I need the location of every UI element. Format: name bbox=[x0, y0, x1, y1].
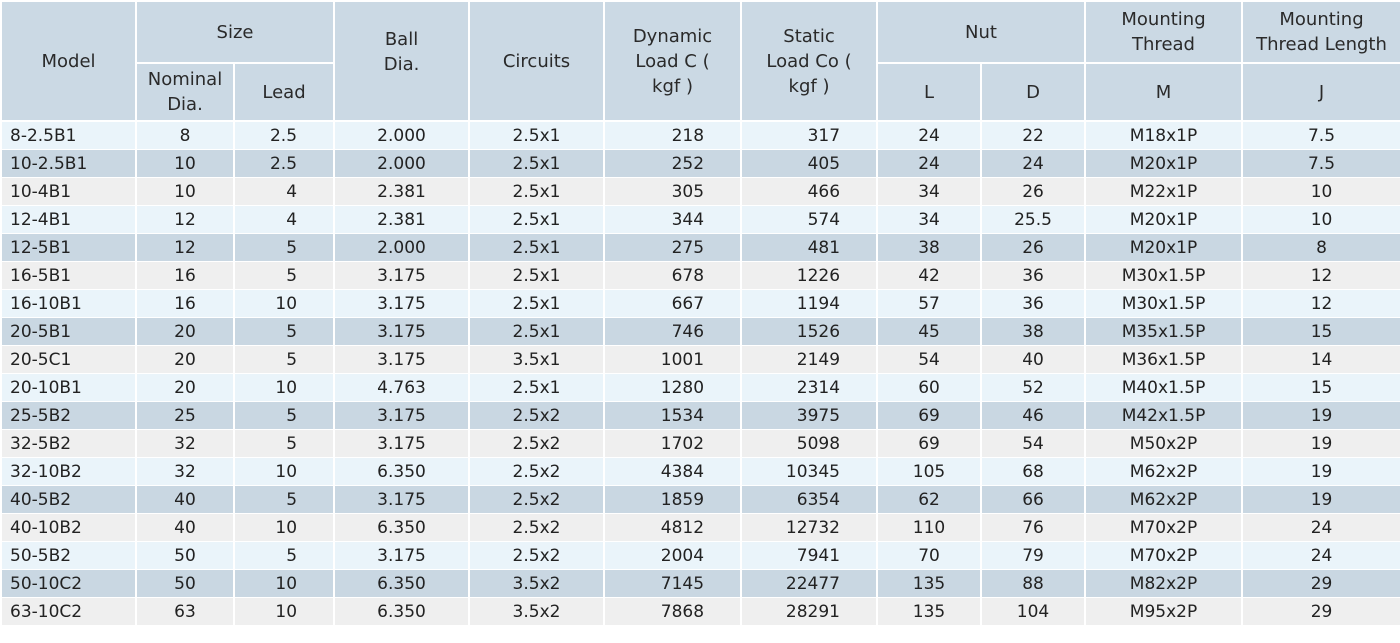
cell-mounting-thread-length: 29 bbox=[1242, 570, 1400, 598]
cell-nominal-dia: 32 bbox=[136, 458, 234, 486]
cell-nut-d: 104 bbox=[981, 598, 1085, 626]
cell-nominal-dia: 50 bbox=[136, 570, 234, 598]
cell-nut-l: 24 bbox=[877, 150, 981, 178]
cell-ball-dia: 3.175 bbox=[334, 402, 469, 430]
table-row bbox=[1, 346, 1400, 374]
table-row bbox=[1, 121, 1400, 150]
header-size: Size bbox=[136, 1, 334, 63]
cell-mounting-thread-length: 7.5 bbox=[1242, 121, 1400, 150]
header-model: Model bbox=[1, 1, 136, 121]
header-lead: Lead bbox=[234, 63, 334, 121]
header-ball-dia bbox=[334, 1, 469, 121]
cell-nut-l: 42 bbox=[877, 262, 981, 290]
cell-lead: 4 bbox=[234, 206, 334, 234]
cell-nut-d: 68 bbox=[981, 458, 1085, 486]
cell-nut-l: 105 bbox=[877, 458, 981, 486]
cell-mounting-thread: M70x2P bbox=[1085, 514, 1242, 542]
cell-nominal-dia: 16 bbox=[136, 262, 234, 290]
cell-nut-l: 135 bbox=[877, 570, 981, 598]
cell-nominal-dia: 12 bbox=[136, 234, 234, 262]
cell-nut-l: 57 bbox=[877, 290, 981, 318]
cell-static-load: 3975 bbox=[741, 402, 877, 430]
table-row bbox=[1, 318, 1400, 346]
cell-circuits: 2.5x1 bbox=[469, 374, 604, 402]
cell-ball-dia: 6.350 bbox=[334, 570, 469, 598]
cell-mounting-thread-length: 14 bbox=[1242, 346, 1400, 374]
header-mounting-thread-m: M bbox=[1085, 63, 1242, 121]
cell-lead: 10 bbox=[234, 458, 334, 486]
cell-dynamic-load: 1534 bbox=[604, 402, 741, 430]
cell-mounting-thread: M35x1.5P bbox=[1085, 318, 1242, 346]
cell-circuits: 2.5x2 bbox=[469, 542, 604, 570]
cell-static-load: 1526 bbox=[741, 318, 877, 346]
cell-model: 16-10B1 bbox=[1, 290, 136, 318]
cell-static-load: 6354 bbox=[741, 486, 877, 514]
table-row bbox=[1, 178, 1400, 206]
cell-ball-dia: 6.350 bbox=[334, 458, 469, 486]
cell-circuits: 3.5x2 bbox=[469, 598, 604, 626]
cell-mounting-thread-length: 12 bbox=[1242, 262, 1400, 290]
cell-nut-d: 36 bbox=[981, 290, 1085, 318]
header-static-load bbox=[741, 1, 877, 121]
cell-static-load: 5098 bbox=[741, 430, 877, 458]
header-nut: Nut bbox=[877, 1, 1085, 63]
cell-nut-l: 34 bbox=[877, 178, 981, 206]
header-mounting-thread bbox=[1085, 1, 1242, 63]
cell-ball-dia: 2.381 bbox=[334, 178, 469, 206]
header-dynamic-load bbox=[604, 1, 741, 121]
cell-static-load: 317 bbox=[741, 121, 877, 150]
cell-nominal-dia: 16 bbox=[136, 290, 234, 318]
cell-lead: 5 bbox=[234, 318, 334, 346]
cell-static-load: 405 bbox=[741, 150, 877, 178]
cell-nominal-dia: 63 bbox=[136, 598, 234, 626]
cell-mounting-thread-length: 10 bbox=[1242, 178, 1400, 206]
cell-lead: 10 bbox=[234, 514, 334, 542]
cell-mounting-thread: M36x1.5P bbox=[1085, 346, 1242, 374]
header-nominal-dia bbox=[136, 63, 234, 121]
cell-circuits: 2.5x2 bbox=[469, 486, 604, 514]
cell-mounting-thread: M20x1P bbox=[1085, 234, 1242, 262]
cell-nut-d: 66 bbox=[981, 486, 1085, 514]
cell-circuits: 2.5x1 bbox=[469, 318, 604, 346]
cell-dynamic-load: 667 bbox=[604, 290, 741, 318]
cell-dynamic-load: 746 bbox=[604, 318, 741, 346]
cell-nut-l: 24 bbox=[877, 121, 981, 150]
cell-mounting-thread: M22x1P bbox=[1085, 178, 1242, 206]
cell-nut-l: 54 bbox=[877, 346, 981, 374]
cell-mounting-thread-length: 15 bbox=[1242, 374, 1400, 402]
cell-nominal-dia: 40 bbox=[136, 514, 234, 542]
table-row bbox=[1, 150, 1400, 178]
cell-circuits: 2.5x2 bbox=[469, 458, 604, 486]
table-row bbox=[1, 458, 1400, 486]
cell-mounting-thread: M82x2P bbox=[1085, 570, 1242, 598]
cell-model: 10-4B1 bbox=[1, 178, 136, 206]
cell-ball-dia: 3.175 bbox=[334, 542, 469, 570]
cell-nut-d: 24 bbox=[981, 150, 1085, 178]
cell-static-load: 1226 bbox=[741, 262, 877, 290]
cell-dynamic-load: 7145 bbox=[604, 570, 741, 598]
cell-nut-d: 38 bbox=[981, 318, 1085, 346]
table-row bbox=[1, 402, 1400, 430]
cell-mounting-thread-length: 8 bbox=[1242, 234, 1400, 262]
cell-dynamic-load: 2004 bbox=[604, 542, 741, 570]
cell-nut-d: 22 bbox=[981, 121, 1085, 150]
cell-static-load: 28291 bbox=[741, 598, 877, 626]
cell-dynamic-load: 4384 bbox=[604, 458, 741, 486]
cell-model: 40-10B2 bbox=[1, 514, 136, 542]
cell-nominal-dia: 12 bbox=[136, 206, 234, 234]
cell-lead: 5 bbox=[234, 262, 334, 290]
cell-mounting-thread: M62x2P bbox=[1085, 486, 1242, 514]
cell-mounting-thread: M95x2P bbox=[1085, 598, 1242, 626]
cell-mounting-thread: M20x1P bbox=[1085, 150, 1242, 178]
cell-lead: 5 bbox=[234, 234, 334, 262]
cell-lead: 2.5 bbox=[234, 150, 334, 178]
table-row bbox=[1, 262, 1400, 290]
cell-nominal-dia: 20 bbox=[136, 346, 234, 374]
table-row bbox=[1, 542, 1400, 570]
table-body bbox=[1, 121, 1400, 626]
cell-nut-d: 40 bbox=[981, 346, 1085, 374]
cell-nut-l: 70 bbox=[877, 542, 981, 570]
cell-mounting-thread: M70x2P bbox=[1085, 542, 1242, 570]
header-mounting-thread-length bbox=[1242, 1, 1400, 63]
cell-model: 32-5B2 bbox=[1, 430, 136, 458]
cell-nut-d: 46 bbox=[981, 402, 1085, 430]
table-row bbox=[1, 598, 1400, 626]
header-dynamic-load-text: Dynamic Load C ( kgf ) bbox=[632, 25, 713, 97]
cell-mounting-thread-length: 12 bbox=[1242, 290, 1400, 318]
cell-nut-l: 62 bbox=[877, 486, 981, 514]
cell-model: 40-5B2 bbox=[1, 486, 136, 514]
cell-mounting-thread: M30x1.5P bbox=[1085, 262, 1242, 290]
cell-mounting-thread-length: 24 bbox=[1242, 542, 1400, 570]
cell-mounting-thread: M30x1.5P bbox=[1085, 290, 1242, 318]
cell-model: 12-4B1 bbox=[1, 206, 136, 234]
cell-circuits: 2.5x1 bbox=[469, 290, 604, 318]
cell-mounting-thread-length: 19 bbox=[1242, 430, 1400, 458]
table-row bbox=[1, 570, 1400, 598]
cell-nut-d: 79 bbox=[981, 542, 1085, 570]
cell-lead: 10 bbox=[234, 570, 334, 598]
cell-static-load: 466 bbox=[741, 178, 877, 206]
cell-dynamic-load: 1859 bbox=[604, 486, 741, 514]
header-mounting-thread-text: Mounting Thread bbox=[1121, 9, 1206, 55]
cell-ball-dia: 3.175 bbox=[334, 318, 469, 346]
cell-circuits: 2.5x2 bbox=[469, 402, 604, 430]
header-nut-l: L bbox=[877, 63, 981, 121]
cell-lead: 5 bbox=[234, 402, 334, 430]
cell-nominal-dia: 25 bbox=[136, 402, 234, 430]
cell-lead: 5 bbox=[234, 542, 334, 570]
cell-circuits: 2.5x1 bbox=[469, 121, 604, 150]
cell-dynamic-load: 1702 bbox=[604, 430, 741, 458]
cell-model: 20-5C1 bbox=[1, 346, 136, 374]
cell-dynamic-load: 4812 bbox=[604, 514, 741, 542]
cell-model: 32-10B2 bbox=[1, 458, 136, 486]
cell-nominal-dia: 20 bbox=[136, 318, 234, 346]
cell-mounting-thread: M62x2P bbox=[1085, 458, 1242, 486]
cell-nominal-dia: 50 bbox=[136, 542, 234, 570]
cell-lead: 10 bbox=[234, 374, 334, 402]
cell-model: 25-5B2 bbox=[1, 402, 136, 430]
cell-static-load: 2149 bbox=[741, 346, 877, 374]
cell-mounting-thread: M18x1P bbox=[1085, 121, 1242, 150]
cell-model: 20-5B1 bbox=[1, 318, 136, 346]
cell-mounting-thread: M20x1P bbox=[1085, 206, 1242, 234]
cell-nut-l: 38 bbox=[877, 234, 981, 262]
cell-nut-d: 76 bbox=[981, 514, 1085, 542]
cell-dynamic-load: 344 bbox=[604, 206, 741, 234]
cell-circuits: 2.5x1 bbox=[469, 178, 604, 206]
table-row bbox=[1, 430, 1400, 458]
header-nominal-dia-text: Nominal Dia. bbox=[147, 69, 223, 115]
cell-ball-dia: 3.175 bbox=[334, 430, 469, 458]
cell-model: 50-5B2 bbox=[1, 542, 136, 570]
cell-mounting-thread: M50x2P bbox=[1085, 430, 1242, 458]
cell-dynamic-load: 1001 bbox=[604, 346, 741, 374]
cell-nominal-dia: 8 bbox=[136, 121, 234, 150]
cell-ball-dia: 3.175 bbox=[334, 262, 469, 290]
cell-circuits: 2.5x1 bbox=[469, 234, 604, 262]
cell-dynamic-load: 218 bbox=[604, 121, 741, 150]
cell-lead: 5 bbox=[234, 486, 334, 514]
cell-mounting-thread: M42x1.5P bbox=[1085, 402, 1242, 430]
table-row bbox=[1, 374, 1400, 402]
table-row bbox=[1, 290, 1400, 318]
cell-static-load: 1194 bbox=[741, 290, 877, 318]
cell-nominal-dia: 10 bbox=[136, 150, 234, 178]
cell-static-load: 7941 bbox=[741, 542, 877, 570]
cell-dynamic-load: 305 bbox=[604, 178, 741, 206]
cell-nut-l: 135 bbox=[877, 598, 981, 626]
cell-nut-d: 25.5 bbox=[981, 206, 1085, 234]
cell-model: 16-5B1 bbox=[1, 262, 136, 290]
cell-ball-dia: 2.000 bbox=[334, 150, 469, 178]
cell-ball-dia: 6.350 bbox=[334, 598, 469, 626]
table-header bbox=[1, 1, 1400, 121]
cell-dynamic-load: 252 bbox=[604, 150, 741, 178]
cell-circuits: 3.5x2 bbox=[469, 570, 604, 598]
cell-ball-dia: 2.000 bbox=[334, 121, 469, 150]
cell-model: 63-10C2 bbox=[1, 598, 136, 626]
cell-circuits: 3.5x1 bbox=[469, 346, 604, 374]
cell-lead: 10 bbox=[234, 598, 334, 626]
cell-circuits: 2.5x1 bbox=[469, 150, 604, 178]
header-static-load-text: Static Load Co ( kgf ) bbox=[766, 25, 852, 97]
cell-nut-l: 45 bbox=[877, 318, 981, 346]
table-row bbox=[1, 206, 1400, 234]
cell-nut-l: 69 bbox=[877, 430, 981, 458]
header-mounting-thread-length-text: Mounting Thread Length bbox=[1256, 9, 1387, 55]
table-row bbox=[1, 514, 1400, 542]
cell-mounting-thread-length: 10 bbox=[1242, 206, 1400, 234]
cell-ball-dia: 3.175 bbox=[334, 486, 469, 514]
cell-static-load: 2314 bbox=[741, 374, 877, 402]
cell-mounting-thread-length: 19 bbox=[1242, 458, 1400, 486]
cell-nut-d: 26 bbox=[981, 178, 1085, 206]
table-row bbox=[1, 234, 1400, 262]
cell-ball-dia: 3.175 bbox=[334, 346, 469, 374]
cell-dynamic-load: 678 bbox=[604, 262, 741, 290]
cell-ball-dia: 6.350 bbox=[334, 514, 469, 542]
cell-nominal-dia: 40 bbox=[136, 486, 234, 514]
table-row bbox=[1, 486, 1400, 514]
cell-static-load: 481 bbox=[741, 234, 877, 262]
cell-nut-l: 69 bbox=[877, 402, 981, 430]
cell-model: 20-10B1 bbox=[1, 374, 136, 402]
cell-nut-d: 36 bbox=[981, 262, 1085, 290]
cell-static-load: 10345 bbox=[741, 458, 877, 486]
cell-nut-d: 52 bbox=[981, 374, 1085, 402]
cell-nominal-dia: 10 bbox=[136, 178, 234, 206]
header-nut-d: D bbox=[981, 63, 1085, 121]
header-circuits: Circuits bbox=[469, 1, 604, 121]
cell-ball-dia: 2.000 bbox=[334, 234, 469, 262]
cell-ball-dia: 3.175 bbox=[334, 290, 469, 318]
cell-circuits: 2.5x1 bbox=[469, 262, 604, 290]
cell-nut-d: 88 bbox=[981, 570, 1085, 598]
cell-lead: 5 bbox=[234, 346, 334, 374]
cell-model: 12-5B1 bbox=[1, 234, 136, 262]
cell-ball-dia: 4.763 bbox=[334, 374, 469, 402]
cell-mounting-thread-length: 29 bbox=[1242, 598, 1400, 626]
cell-static-load: 12732 bbox=[741, 514, 877, 542]
cell-ball-dia: 2.381 bbox=[334, 206, 469, 234]
cell-mounting-thread-length: 15 bbox=[1242, 318, 1400, 346]
cell-dynamic-load: 275 bbox=[604, 234, 741, 262]
cell-lead: 2.5 bbox=[234, 121, 334, 150]
cell-nut-l: 60 bbox=[877, 374, 981, 402]
cell-static-load: 22477 bbox=[741, 570, 877, 598]
cell-circuits: 2.5x2 bbox=[469, 514, 604, 542]
cell-model: 8-2.5B1 bbox=[1, 121, 136, 150]
cell-model: 50-10C2 bbox=[1, 570, 136, 598]
cell-nut-l: 110 bbox=[877, 514, 981, 542]
cell-nut-d: 54 bbox=[981, 430, 1085, 458]
cell-model: 10-2.5B1 bbox=[1, 150, 136, 178]
cell-mounting-thread: M40x1.5P bbox=[1085, 374, 1242, 402]
cell-nominal-dia: 32 bbox=[136, 430, 234, 458]
header-ball-dia-text: Ball Dia. bbox=[383, 29, 420, 75]
cell-nut-d: 26 bbox=[981, 234, 1085, 262]
cell-nut-l: 34 bbox=[877, 206, 981, 234]
cell-dynamic-load: 1280 bbox=[604, 374, 741, 402]
cell-mounting-thread-length: 24 bbox=[1242, 514, 1400, 542]
header-mounting-thread-length-j: J bbox=[1242, 63, 1400, 121]
cell-lead: 5 bbox=[234, 430, 334, 458]
cell-circuits: 2.5x1 bbox=[469, 206, 604, 234]
cell-nominal-dia: 20 bbox=[136, 374, 234, 402]
cell-dynamic-load: 7868 bbox=[604, 598, 741, 626]
cell-static-load: 574 bbox=[741, 206, 877, 234]
cell-mounting-thread-length: 19 bbox=[1242, 402, 1400, 430]
cell-lead: 10 bbox=[234, 290, 334, 318]
cell-lead: 4 bbox=[234, 178, 334, 206]
cell-mounting-thread-length: 19 bbox=[1242, 486, 1400, 514]
cell-circuits: 2.5x2 bbox=[469, 430, 604, 458]
cell-mounting-thread-length: 7.5 bbox=[1242, 150, 1400, 178]
